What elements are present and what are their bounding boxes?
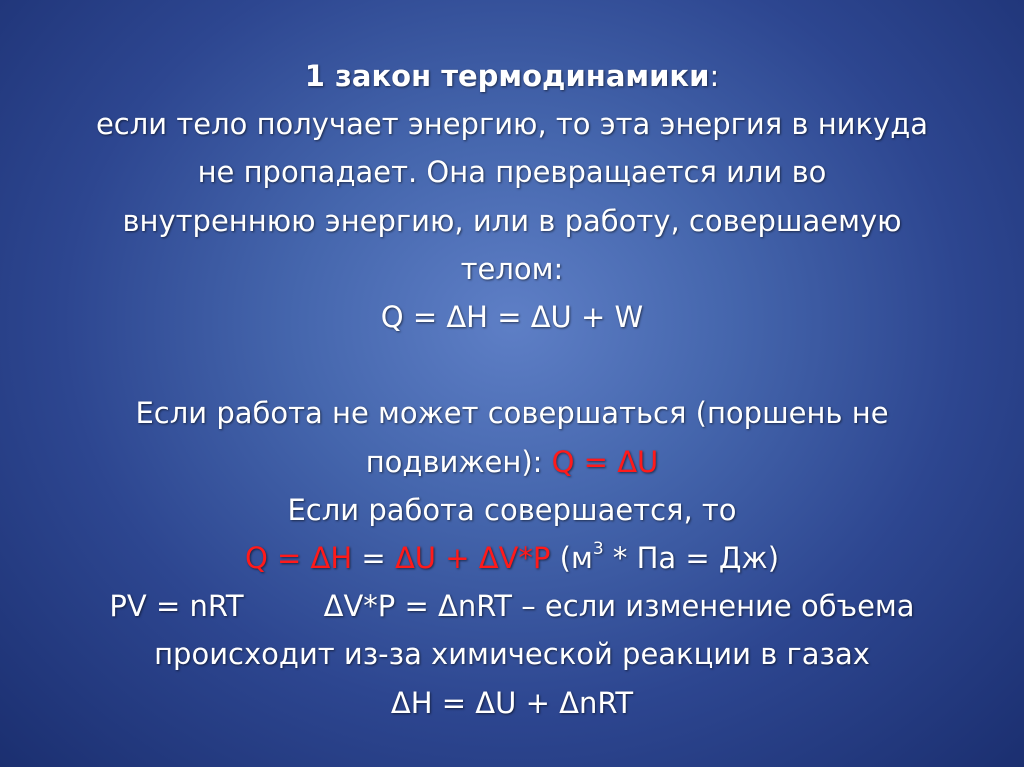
intro-line-2: не пропадает. Она превращается или во (197, 155, 827, 190)
case2-units-rest: * Па = Дж) (603, 541, 780, 576)
ideal-gas-line-2: происходит из-за химической реакции в газах (154, 637, 870, 672)
spacer (0, 341, 1024, 389)
intro-line-1: если тело получает энергию, то эта энергия в никуда (95, 107, 929, 142)
case1-line-1: Если работа не может совершаться (поршень не (135, 396, 889, 431)
case1-text: подвижен): (365, 444, 552, 479)
heading-colon: : (709, 59, 720, 93)
ideal-gas-line-1 (0, 582, 1024, 630)
ideal-gas-rest: ΔV*P = ΔnRT – если изменение объема (323, 589, 915, 624)
slide-heading-line (0, 52, 1024, 100)
case2-formula-part1: Q = ΔH (244, 541, 353, 576)
case2-units-open: (м (550, 541, 593, 576)
case2-equals: = (352, 541, 395, 576)
case2-formula-part2: ΔU + ΔV*P (394, 541, 551, 576)
case1-line-2 (0, 438, 1024, 486)
intro-line-4: телом: (460, 251, 564, 286)
ideal-gas-pv: PV = nRT (109, 589, 244, 624)
case1-formula: Q = ΔU (551, 444, 659, 479)
case2-line-1: Если работа совершается, то (287, 492, 737, 527)
final-formula: ΔH = ΔU + ΔnRT (390, 685, 634, 720)
intro-line-3: внутреннюю энергию, или в работу, совершаемую (122, 203, 902, 238)
slide-heading: 1 закон термодинамики (304, 59, 710, 93)
slide-content (0, 52, 1024, 727)
case2-formula-line (0, 534, 1024, 582)
case2-units-sup: 3 (592, 539, 604, 560)
main-formula: Q = ΔH = ΔU + W (380, 300, 644, 335)
